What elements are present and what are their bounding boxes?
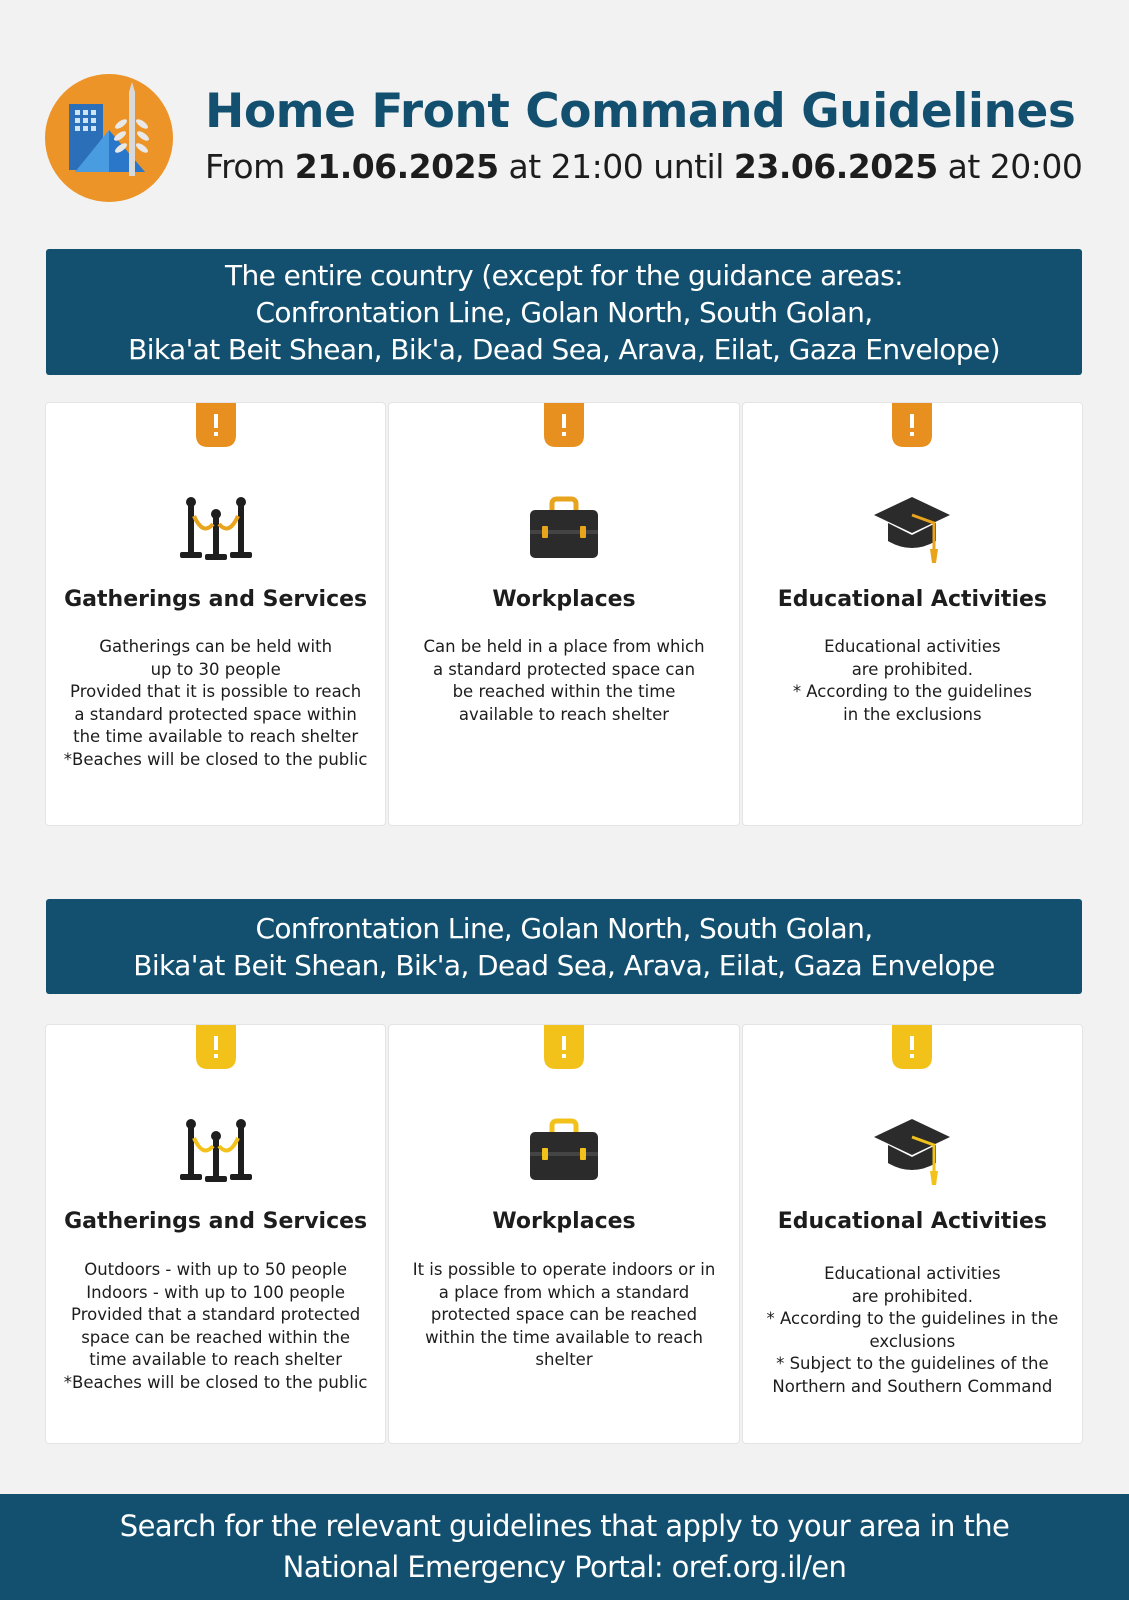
stanchion-icon (177, 494, 255, 564)
section1-card-education (743, 403, 1082, 825)
card-body-line: are prohibited. (851, 659, 974, 679)
graduation-cap-icon (872, 1115, 952, 1187)
card-body-line: in the exclusions (843, 704, 982, 724)
card-body-line: * Subject to the guidelines of the (776, 1354, 1049, 1373)
card-body-line: * According to the guidelines (792, 682, 1032, 701)
alert-tag-icon (196, 1025, 236, 1069)
card-body-line: time available to reach shelter (89, 1350, 342, 1369)
alert-tag-icon (892, 403, 932, 447)
section2-cards (46, 1025, 1082, 1443)
card-body-line: *Beaches will be closed to the public (63, 749, 368, 769)
card-body-line: Indoors - with up to 100 people (86, 1282, 345, 1302)
end-date: 23.06.2025 (733, 147, 938, 186)
section2-heading-line: Bika'at Beit Shean, Bik'a, Dead Sea, Arava, Eilat, Gaza Envelope (133, 948, 995, 982)
card-body-line: protected space can be reached (430, 1305, 698, 1324)
card-body (46, 1259, 385, 1394)
section2-card-gatherings (46, 1025, 385, 1443)
section2-card-education (743, 1025, 1082, 1443)
card-body-line: available to reach shelter (458, 704, 670, 724)
graduation-cap-icon (872, 493, 952, 565)
card-body (389, 636, 738, 726)
section1-card-workplaces (389, 403, 738, 825)
card-body-line: shelter (535, 1350, 593, 1369)
home-front-command-logo (45, 74, 173, 202)
briefcase-icon (528, 496, 600, 562)
card-body (46, 636, 385, 771)
card-body-line: a standard protected space can (432, 659, 696, 679)
card-body-line: be reached within the time (452, 682, 676, 701)
card-body-line: space can be reached within the (81, 1327, 351, 1347)
card-title: Workplaces (492, 587, 636, 612)
section1-heading (46, 249, 1082, 375)
section2-heading (46, 899, 1082, 994)
card-body-line: are prohibited. (851, 1286, 974, 1306)
card-body-line: * According to the guidelines in the (766, 1309, 1059, 1328)
start-date: 21.06.2025 (294, 147, 499, 186)
card-body-line: Can be held in a place from which (423, 637, 705, 656)
footer-banner (0, 1494, 1129, 1600)
card-body-line: Provided that a standard protected (71, 1305, 361, 1324)
card-body-line: Provided that it is possible to reach (70, 682, 362, 701)
section1-heading-line: The entire country (except for the guidance areas: (225, 258, 903, 292)
section1-heading-line: Confrontation Line, Golan North, South Golan, (255, 295, 873, 329)
section2-card-workplaces (389, 1025, 738, 1443)
alert-tag-icon (892, 1025, 932, 1069)
card-body-line: a standard protected space within (74, 704, 357, 724)
card-title: Educational Activities (777, 587, 1048, 612)
card-title: Gatherings and Services (64, 587, 368, 612)
card-body (389, 1259, 738, 1372)
stanchion-icon (177, 1116, 255, 1186)
card-body-line: up to 30 people (150, 659, 281, 679)
page-title: Home Front Command Guidelines (205, 84, 1076, 139)
alert-tag-icon (196, 403, 236, 447)
subtitle-end-time: at 20:00 (947, 147, 1083, 186)
section1-heading-line: Bika'at Beit Shean, Bik'a, Dead Sea, Arava, Eilat, Gaza Envelope) (128, 332, 1000, 366)
card-title: Gatherings and Services (64, 1209, 368, 1234)
card-body (743, 1263, 1082, 1398)
card-body-line: the time available to reach shelter (73, 727, 359, 746)
section1-cards (46, 403, 1082, 825)
footer-line: Search for the relevant guidelines that apply to your area in the (119, 1509, 1010, 1543)
alert-tag-icon (544, 1025, 584, 1069)
footer-portal-link[interactable]: National Emergency Portal: oref.org.il/en (282, 1550, 847, 1584)
card-title: Educational Activities (777, 1209, 1048, 1234)
subtitle-from: From (205, 147, 285, 186)
page-subtitle (205, 147, 1082, 186)
card-body-line: a place from which a standard (438, 1282, 690, 1302)
alert-tag-icon (544, 403, 584, 447)
section2-heading-line: Confrontation Line, Golan North, South Golan, (255, 911, 873, 945)
card-body-line: exclusions (869, 1331, 956, 1351)
briefcase-icon (528, 1118, 600, 1184)
subtitle-start-time: at 21:00 until (508, 147, 724, 186)
card-body-line: Educational activities (824, 637, 1001, 656)
card-body-line: Northern and Southern Command (772, 1376, 1053, 1396)
card-body-line: It is possible to operate indoors or in (412, 1260, 716, 1279)
card-body-line: Gatherings can be held with (99, 637, 333, 656)
card-body (743, 636, 1082, 726)
card-title: Workplaces (492, 1209, 636, 1234)
section1-card-gatherings (46, 403, 385, 825)
card-body-line: *Beaches will be closed to the public (63, 1372, 368, 1392)
card-body-line: Outdoors - with up to 50 people (84, 1260, 348, 1279)
card-body-line: Educational activities (824, 1264, 1001, 1283)
card-body-line: within the time available to reach (425, 1327, 703, 1347)
